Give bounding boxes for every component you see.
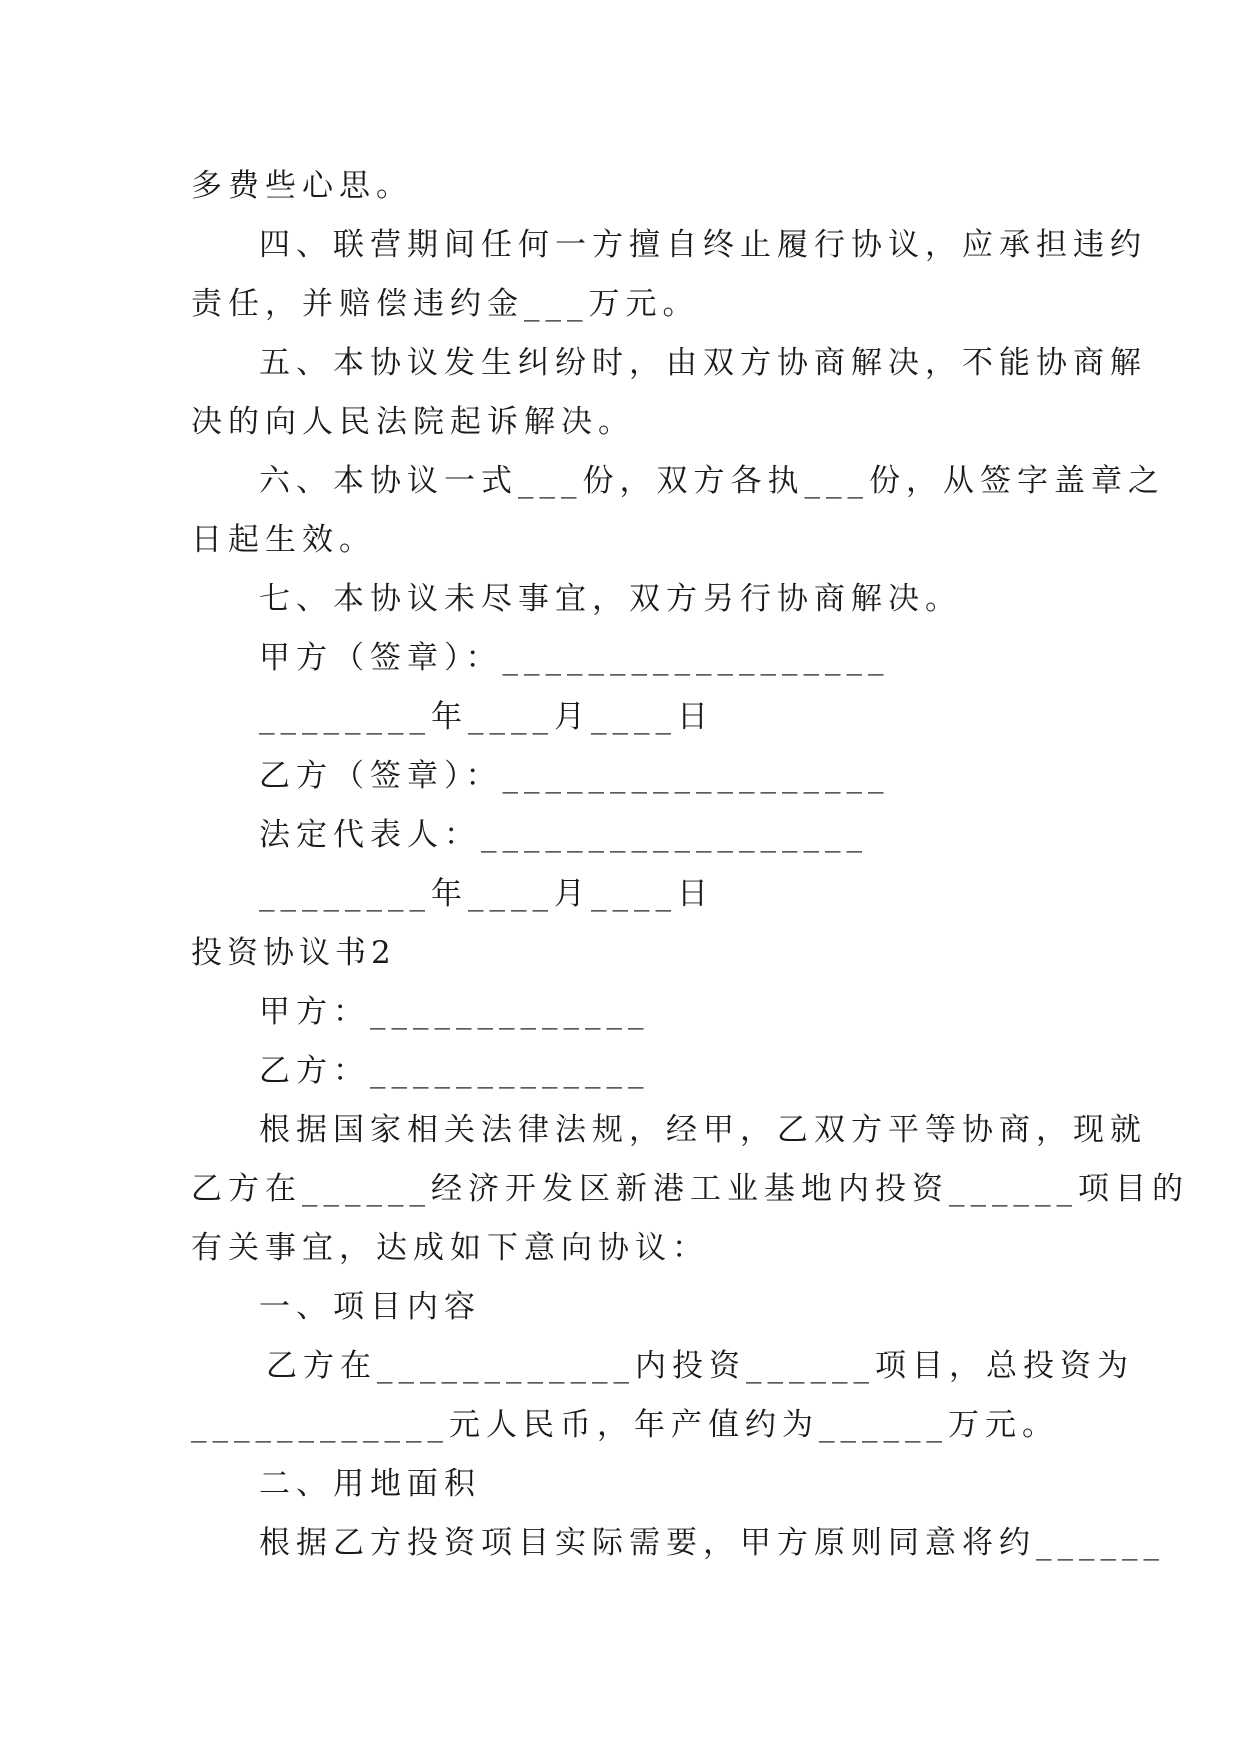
clause-seven: 七、本协议未尽事宜，双方另行协商解决。 <box>259 581 962 617</box>
preamble-line: 根据国家相关法律法规，经甲，乙双方平等协商，现就 <box>259 1112 1147 1148</box>
paragraph-line: ____________元人民币，年产值约为______万元。 <box>191 1407 1059 1443</box>
party-b-date-line: ________年____月____日 <box>259 876 714 912</box>
party-a-line: 甲方：_____________ <box>259 994 650 1030</box>
paragraph-line: 乙方在______经济开发区新港工业基地内投资______项目的 <box>191 1171 1189 1207</box>
party-b-signature-line: 乙方（签章）：__________________ <box>259 758 890 794</box>
legal-representative-line: 法定代表人：__________________ <box>259 817 868 853</box>
clause-six: 六、本协议一式___份，双方各执___份，从签字盖章之 <box>259 463 1165 499</box>
paragraph-line: 多费些心思。 <box>191 168 413 204</box>
section-heading-project-content: 一、项目内容 <box>259 1289 481 1325</box>
party-a-signature-line: 甲方（签章）：__________________ <box>259 640 890 676</box>
section-heading-land-area: 二、用地面积 <box>259 1466 481 1502</box>
paragraph-line: 日起生效。 <box>191 522 376 558</box>
paragraph-line: 决的向人民法院起诉解决。 <box>191 404 635 440</box>
clause-five: 五、本协议发生纠纷时，由双方协商解决，不能协商解 <box>259 345 1147 381</box>
party-a-date-line: ________年____月____日 <box>259 699 714 735</box>
section-title: 投资协议书2 <box>191 935 396 971</box>
clause-four: 四、联营期间任何一方擅自终止履行协议，应承担违约 <box>259 227 1147 263</box>
paragraph-line: 有关事宜，达成如下意向协议： <box>191 1230 709 1266</box>
paragraph-line: 责任，并赔偿违约金___万元。 <box>191 286 700 322</box>
land-area-line: 根据乙方投资项目实际需要，甲方原则同意将约______ <box>259 1525 1165 1561</box>
party-b-line: 乙方：_____________ <box>259 1053 650 1089</box>
project-content-line: 乙方在____________内投资______项目，总投资为 <box>266 1348 1134 1384</box>
